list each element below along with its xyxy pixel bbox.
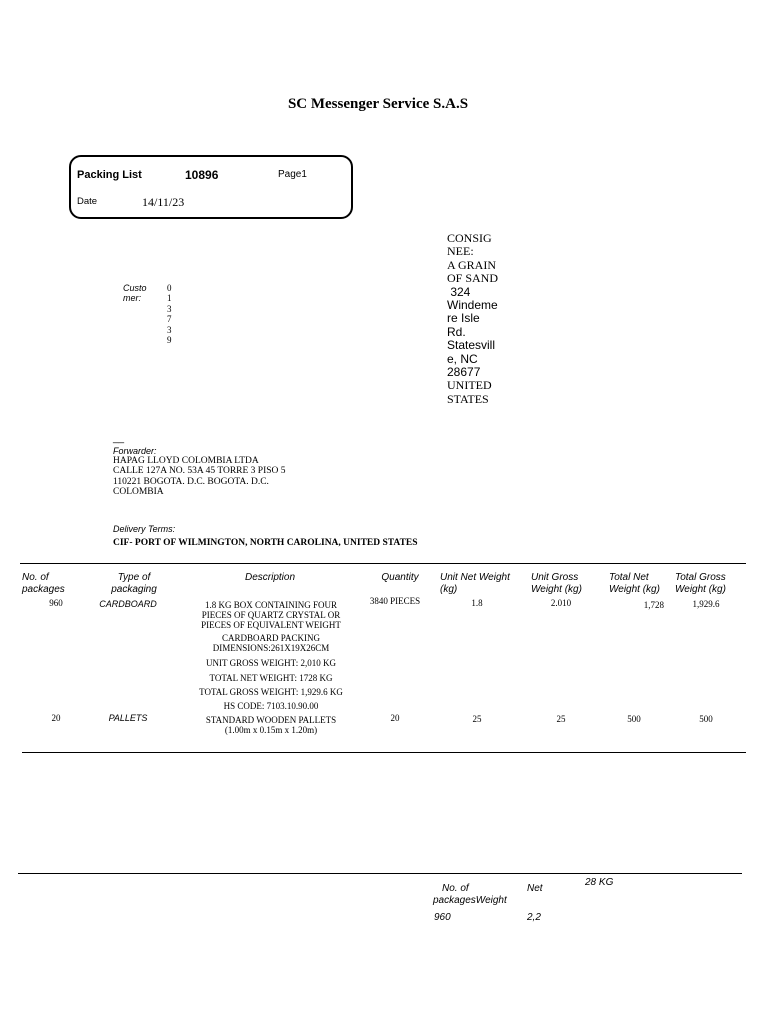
row1-description: 1.8 KG BOX CONTAINING FOUR PIECES OF QUARTZ CRYSTAL OR PIECES OF EQUIVALENT WEIGHT CARDBOARD PACKING DIMENSIONS:261X19X26CM UNIT GROSS WEIGHT: 2,010 KG TOTAL NET WEIGHT: 1728 KG TOTAL GROSS WEIGHT: 1,929.6 KG HS CODE: 7103.10.90.00 (199, 600, 343, 711)
table-bottom-rule (22, 752, 746, 753)
consignee-line: CONSIG (447, 231, 492, 245)
forwarder-line: HAPAG LLOYD COLOMBIA LTDA (113, 456, 259, 466)
header-type: Type of packaging (111, 572, 157, 595)
row1-unit-gross-weight: 2.010 (550, 598, 572, 608)
date-value: 14/11/23 (142, 195, 185, 209)
header-total-gross-weight: Total Gross Weight (kg) (675, 572, 726, 595)
row1-type: CARDBOARD (99, 599, 157, 609)
header-packages: No. of packages (22, 572, 65, 595)
header-quantity: Quantity (381, 572, 419, 583)
row2-unit-gross-weight: 25 (556, 714, 566, 724)
forwarder-line: CALLE 127A NO. 53A 45 TORRE 3 PISO 5 (113, 466, 286, 476)
customer-digit: 0 (167, 283, 172, 293)
consignee-line: UNITED (447, 378, 492, 393)
customer-digit: 1 (167, 293, 172, 304)
table-top-rule (20, 563, 746, 564)
packing-list-label: Packing List (77, 169, 142, 181)
footer-packages-value: 960 (434, 912, 451, 923)
company-name: SC Messenger Service S.A.S (287, 96, 469, 112)
consignee-line: NEE: (447, 244, 474, 259)
footer-net-value: 2,2 (527, 912, 541, 923)
packing-list-box (69, 155, 353, 219)
consignee-line: Windeme (447, 298, 498, 313)
date-label: Date (77, 196, 98, 207)
footer-weight-value: 28 KG (585, 877, 614, 888)
row1-unit-net-weight: 1.8 (471, 598, 483, 608)
row2-unit-net-weight: 25 (472, 714, 482, 724)
footer-net-label: Net (527, 883, 543, 894)
consignee-line: e, NC (447, 351, 478, 366)
header-total-net-weight: Total Net Weight (kg) (609, 572, 660, 595)
customer-label: Custo mer: (123, 283, 147, 303)
footer-rule (18, 873, 742, 874)
header-unit-net-weight: Unit Net Weight (kg) (440, 572, 510, 595)
forwarder-dash: __ (113, 433, 125, 444)
header-unit-gross-weight: Unit Gross Weight (kg) (531, 572, 582, 595)
consignee-line: 28677 (447, 365, 481, 380)
packing-list-number: 10896 (185, 168, 219, 182)
row1-quantity: 3840 PIECES (369, 596, 421, 606)
footer-packages-label: No. of (442, 883, 469, 894)
row2-packages: 20 (51, 713, 61, 723)
customer-digit: 3 (167, 324, 172, 335)
header-description: Description (244, 572, 296, 583)
customer-digit: 9 (167, 335, 172, 346)
consignee-line: Rd. (447, 324, 466, 339)
consignee-block (447, 232, 507, 406)
forwarder-label: Forwarder: (113, 446, 157, 456)
forwarder-line: COLOMBIA (113, 487, 164, 497)
row2-total-net-weight: 500 (627, 714, 641, 724)
row1-total-net-weight: 1,728 (643, 600, 664, 610)
consignee-line: OF SAND (447, 271, 499, 286)
row2-quantity: 20 (390, 713, 400, 723)
consignee-line: re Isle (447, 311, 480, 326)
footer-packages-weight-label: packagesWeight (433, 895, 507, 906)
row2-type: PALLETS (108, 713, 148, 723)
row2-total-gross-weight: 500 (699, 714, 713, 724)
consignee-line: A GRAIN (447, 257, 497, 272)
forwarder-line: 110221 BOGOTA. D.C. BOGOTA. D.C. (113, 477, 269, 487)
customer-digit: 7 (167, 314, 172, 325)
page-number: Page1 (278, 169, 307, 180)
row1-total-gross-weight: 1,929.6 (692, 599, 720, 609)
row1-packages: 960 (49, 598, 63, 608)
consignee-line: STATES (447, 391, 489, 406)
row2-description: STANDARD WOODEN PALLETS (1.00m x 0.15m x 1.20m) (205, 715, 337, 735)
delivery-terms-label: Delivery Terms: (113, 524, 176, 534)
delivery-terms-value: CIF- PORT OF WILMINGTON, NORTH CAROLINA, UNITED STATES (113, 538, 418, 548)
customer-digit: 3 (167, 303, 172, 314)
consignee-line: 324 (447, 284, 471, 299)
customer-number (167, 283, 177, 345)
consignee-line: Statesvill (447, 338, 496, 353)
